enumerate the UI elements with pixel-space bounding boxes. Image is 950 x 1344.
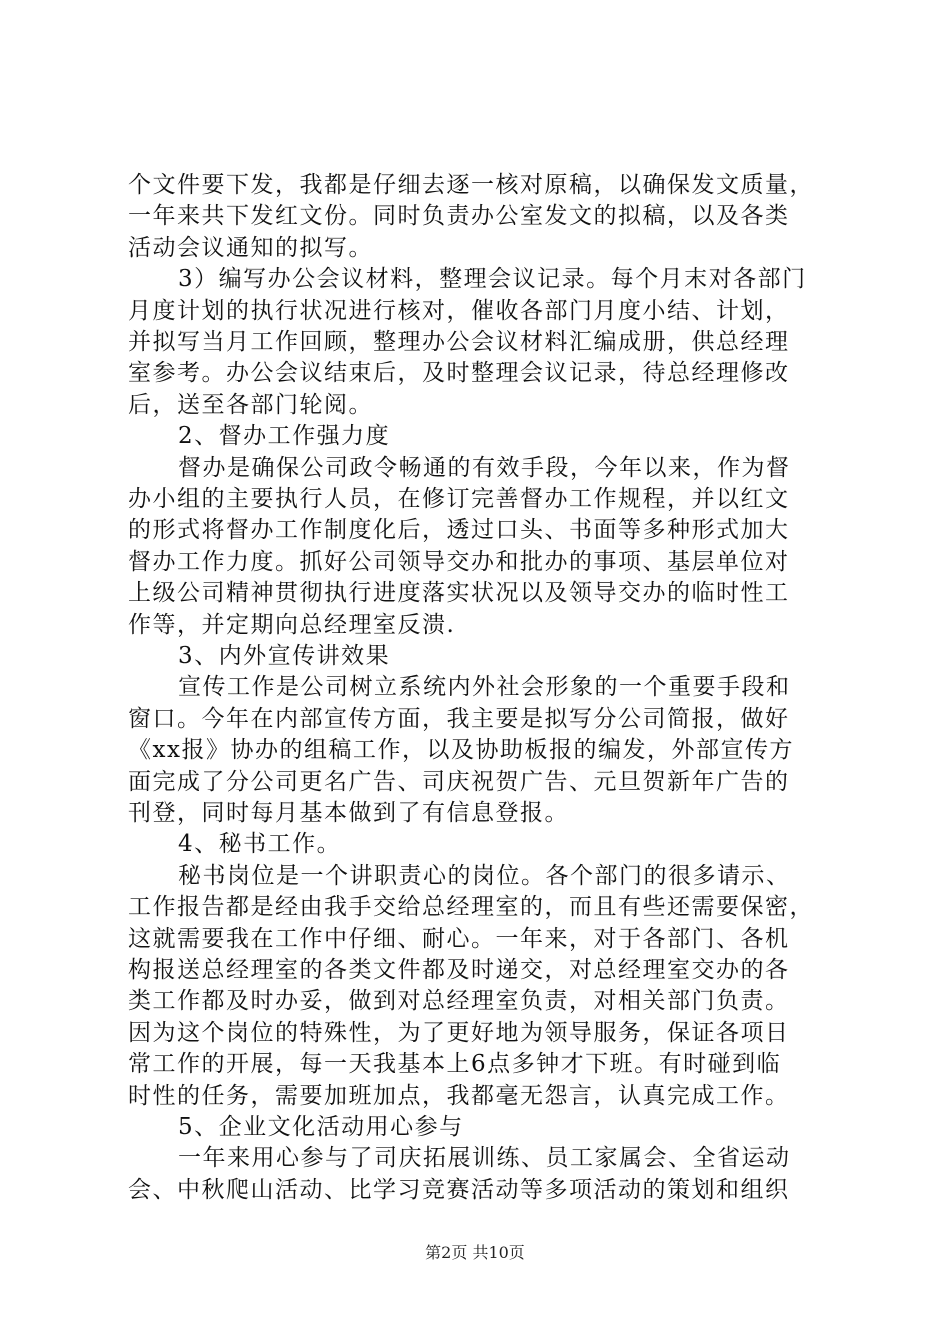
body-text-line: 并拟写当月工作回顾，整理办公会议材料汇编成册，供总经理	[128, 329, 790, 355]
body-text-line: 秘书岗位是一个讲职责心的岗位。各个部门的很多请示、	[178, 862, 791, 889]
body-text-line: 宣传工作是公司树立系统内外社会形象的一个重要手段和	[178, 674, 791, 701]
page-footer: 第2页 共10页	[425, 1243, 525, 1262]
body-text-line: 上级公司精神贯彻执行进度落实状况以及领导交办的临时性工	[128, 580, 790, 607]
body-text-line: 刊登，同时每月基本做到了有信息登报。	[128, 800, 569, 826]
body-text-line: 窗口。今年在内部宣传方面，我主要是拟写分公司简报，做好	[128, 705, 790, 732]
section-heading: 2、督办工作强力度	[178, 423, 391, 450]
body-text-line: 面完成了分公司更名广告、司庆祝贺广告、元旦贺新年广告的	[128, 768, 790, 795]
section-heading: 4、秘书工作。	[178, 831, 342, 858]
body-text-line: 一年来用心参与了司庆拓展训练、员工家属会、全省运动	[178, 1145, 791, 1172]
section-heading: 3、内外宣传讲效果	[178, 643, 391, 669]
body-text-line: 因为这个岗位的特殊性，为了更好地为领导服务，保证各项日	[128, 1019, 790, 1046]
body-text-line: 月度计划的执行状况进行核对，催收各部门月度小结、计划，	[128, 297, 790, 324]
section-heading: 5、企业文化活动用心参与	[178, 1114, 464, 1140]
body-text-line: 督办是确保公司政令畅通的有效手段，今年以来，作为督	[178, 454, 791, 481]
body-text-line: 作等，并定期向总经理室反溃.	[128, 611, 456, 638]
body-text-line: 督办工作力度。抓好公司领导交办和批办的事项、基层单位对	[128, 548, 790, 575]
body-text-line: 办小组的主要执行人员，在修订完善督办工作规程，并以红文	[128, 486, 790, 512]
body-text-line: 这就需要我在工作中仔细、耐心。一年来，对于各部门、各机	[128, 925, 790, 952]
body-text-line: 3）编写办公会议材料，整理会议记录。每个月末对各部门	[178, 266, 807, 293]
body-text-line: 类工作都及时办妥，做到对总经理室负责，对相关部门负责。	[128, 988, 790, 1015]
body-text-line: 个文件要下发，我都是仔细去逐一核对原稿，以确保发文质量，	[128, 172, 814, 198]
body-text-line: 一年来共下发红文份。同时负责办公室发文的拟稿，以及各类	[128, 203, 790, 230]
body-text-line: 室参考。办公会议结束后，及时整理会议记录，待总经理修改	[128, 360, 790, 387]
body-text-line: 会、中秋爬山活动、比学习竞赛活动等多项活动的策划和组织	[128, 1176, 790, 1203]
body-text-line: 常工作的开展，每一天我基本上6点多钟才下班。有时碰到临	[128, 1051, 782, 1078]
body-text-line: 《xx报》协办的组稿工作，以及协助板报的编发，外部宣传方	[128, 737, 794, 764]
body-text-line: 的形式将督办工作制度化后，透过口头、书面等多种形式加大	[128, 517, 790, 544]
body-text-line: 构报送总经理室的各类文件都及时递交，对总经理室交办的各	[128, 957, 790, 983]
body-text-line: 工作报告都是经由我手交给总经理室的，而且有些还需要保密，	[128, 894, 814, 921]
body-text-line: 活动会议通知的拟写。	[128, 234, 373, 261]
body-text-line: 时性的任务，需要加班加点，我都毫无怨言，认真完成工作。	[128, 1082, 790, 1109]
body-text-line: 后，送至各部门轮阅。	[128, 391, 373, 418]
